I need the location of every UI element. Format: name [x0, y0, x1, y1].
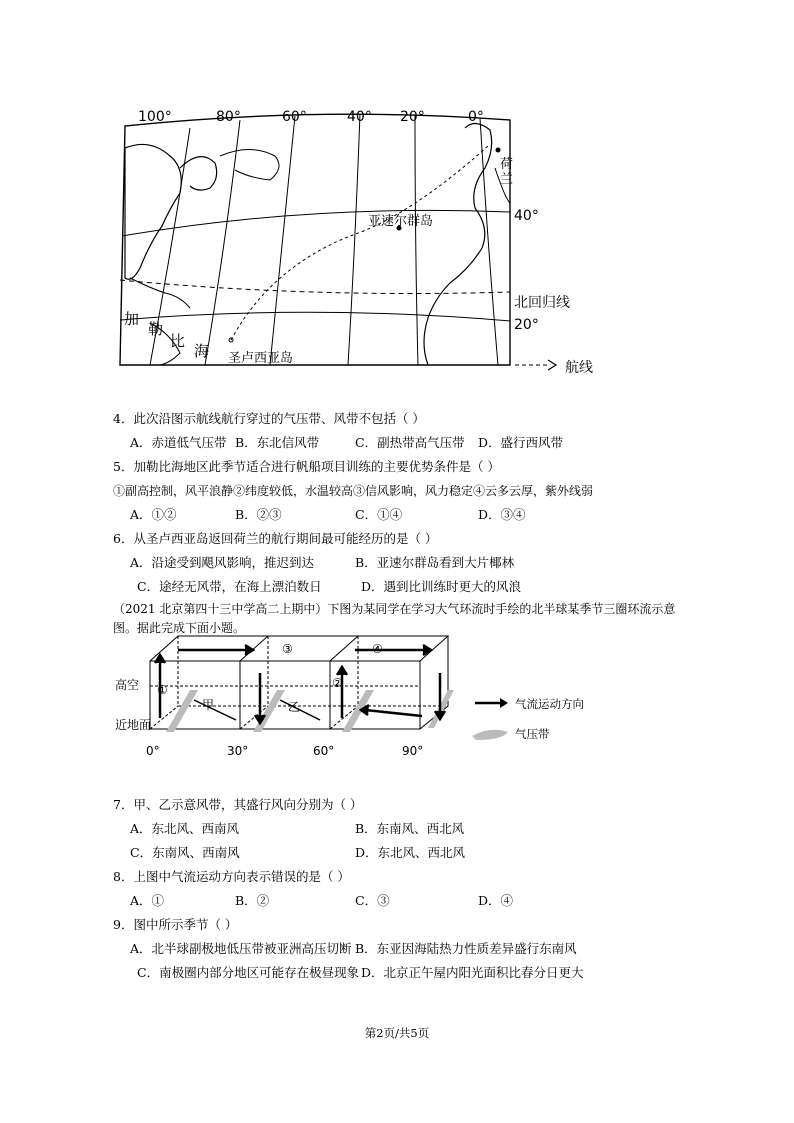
label-yi: 乙: [288, 700, 301, 714]
passage-intro: （2021 北京第四十三中学高二上期中）下图为某同学在学习大气环流时手绘的北半球某季节三圈环流示意图。据此完成下面小题。: [113, 602, 676, 635]
q5-option-c: C．①④: [355, 507, 403, 522]
lat-label-0: 0°: [146, 744, 160, 758]
q8-option-c: C．③: [355, 893, 390, 908]
cell-1-label: ①: [157, 683, 168, 697]
question-8-stem: 8．上图中气流运动方向表示错误的是（ ）: [113, 869, 350, 884]
lat-label-90: 90°: [402, 744, 424, 758]
azores-label: 亚速尔群岛: [368, 214, 434, 229]
circulation-diagram: [110, 628, 610, 768]
lat-label-30: 30°: [227, 744, 249, 758]
q4-option-c: C．副热带高气压带: [355, 435, 465, 450]
atlantic-map: [110, 108, 610, 383]
question-9-stem: 9．图中所示季节（ ）: [113, 917, 238, 932]
q8-option-a: A．①: [130, 893, 165, 908]
q8-option-b: B．②: [235, 893, 270, 908]
lon-label: 60°: [282, 109, 307, 125]
q4-option-d: D．盛行西风带: [478, 435, 564, 450]
st-lucia-label: 圣卢西亚岛: [228, 351, 294, 366]
q4-option-a: A．赤道低气压带: [130, 435, 227, 450]
label-ground: 近地面: [115, 718, 152, 732]
q7-option-c: C．东南风、西南风: [130, 845, 240, 860]
q5-option-a: A．①②: [130, 507, 177, 522]
q9-option-d: D．北京正午屋内阳光面积比春分日更大: [361, 965, 584, 980]
question-6-stem: 6．从圣卢西亚岛返回荷兰的航行期间最可能经历的是（ ）: [113, 531, 438, 546]
q6-option-a: A．沿途受到飓风影响，推迟到达: [130, 555, 315, 570]
q5-option-b: B．②③: [235, 507, 282, 522]
lon-label: 80°: [216, 109, 241, 125]
lat-20-label: 20°: [514, 317, 539, 333]
question-4-stem: 4．此次沿图示航线航行穿过的气压带、风带不包括（ ）: [113, 411, 425, 426]
q9-option-a: A．北半球副极地低压带被亚洲高压切断: [130, 941, 352, 956]
legend-route-label: 航线: [565, 360, 593, 376]
lat-label-60: 60°: [313, 744, 335, 758]
page-footer: 第2页/共5页: [364, 1026, 430, 1040]
question-5-conditions: ①副高控制，风平浪静②纬度较低，水温较高③信风影响，风力稳定④云多云厚，紫外线弱: [113, 484, 594, 498]
q6-option-b: B．亚速尔群岛看到大片椰林: [355, 555, 515, 570]
lat-40-label: 40°: [514, 208, 539, 224]
q9-option-b: B．东亚因海陆热力性质差异盛行东南风: [355, 941, 577, 956]
question-7-stem: 7．甲、乙示意风带，其盛行风向分别为（ ）: [113, 797, 363, 812]
label-high-altitude: 高空: [115, 678, 140, 692]
q5-option-d: D．③④: [478, 507, 526, 522]
cell-3-label: ③: [282, 642, 293, 656]
q8-option-d: D．④: [478, 893, 514, 908]
tropic-label: 北回归线: [514, 295, 570, 311]
label-jia: 甲: [202, 698, 215, 712]
caribbean-label-3: 比: [170, 332, 186, 350]
caribbean-label-2: 勒: [148, 320, 164, 338]
q6-option-c: C．途经无风带，在海上漂泊数日: [137, 579, 322, 594]
q9-option-c: C．南极圈内部分地区可能存在极昼现象: [137, 965, 360, 980]
lon-label: 0°: [468, 109, 484, 125]
caribbean-label-1: 加: [124, 310, 140, 328]
lon-label: 20°: [400, 109, 425, 125]
lon-label: 40°: [347, 109, 372, 125]
caribbean-label-4: 海: [194, 342, 210, 360]
holland-label-1: 荷: [500, 157, 514, 172]
q4-option-b: B．东北信风带: [235, 435, 320, 450]
legend-belt-label: 气压带: [515, 727, 550, 741]
q6-option-d: D．遇到比训练时更大的风浪: [361, 579, 522, 594]
lon-label: 100°: [138, 109, 172, 125]
cell-2-label: ②: [332, 676, 343, 690]
cell-4-label: ④: [372, 642, 383, 656]
q7-option-b: B．东南风、西北风: [355, 821, 465, 836]
q7-option-a: A．东北风、西南风: [130, 821, 240, 836]
q7-option-d: D．东北风、西北风: [355, 845, 466, 860]
question-5-stem: 5．加勒比海地区此季节适合进行帆船项目训练的主要优势条件是（ ）: [113, 459, 500, 474]
legend-flow-label: 气流运动方向: [515, 697, 584, 711]
holland-label-2: 兰: [500, 172, 514, 187]
